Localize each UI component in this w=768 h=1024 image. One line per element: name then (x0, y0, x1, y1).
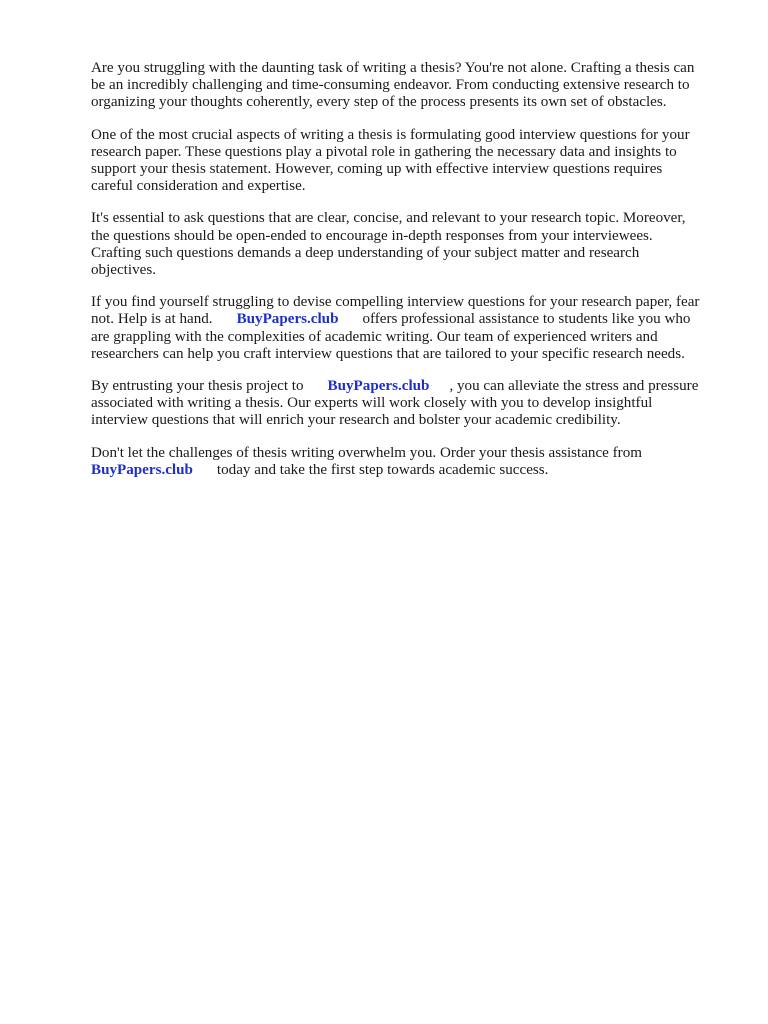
text-fragment: today and take the first step towards academic success. (216, 461, 549, 478)
paragraph-call-to-action (91, 445, 731, 479)
paragraph-interview-questions (91, 127, 731, 196)
text-line: be an incredibly challenging and time-consuming endeavor. From conducting extensive research to (91, 77, 690, 94)
buypapers-link[interactable]: BuyPapers.club (327, 378, 430, 395)
text-line: One of the most crucial aspects of writing a thesis is formulating good interview questions for your (91, 126, 690, 143)
text-line-with-link (91, 311, 731, 328)
text-fragment: offers professional assistance to students like you who (362, 311, 691, 328)
text-line: If you find yourself struggling to devise compelling interview questions for your research paper, fear (91, 294, 700, 311)
text-line: It's essential to ask questions that are clear, concise, and relevant to your research topic. Moreover, (91, 210, 686, 227)
buypapers-link[interactable]: BuyPapers.club (91, 461, 193, 478)
text-line: research paper. These questions play a pivotal role in gathering the necessary data and insights to (91, 143, 677, 160)
paragraph-help-offer (91, 294, 731, 363)
text-line: objectives. (91, 262, 156, 279)
paragraph-intro (91, 60, 731, 112)
text-line: associated with writing a thesis. Our experts will work closely with you to develop insightful (91, 395, 653, 412)
text-line: careful consideration and expertise. (91, 178, 306, 195)
text-line: Don't let the challenges of thesis writing overwhelm you. Order your thesis assistance from (91, 444, 642, 461)
text-line: organizing your thoughts coherently, every step of the process presents its own set of obstacles. (91, 94, 667, 111)
paragraph-entrusting (91, 378, 731, 430)
paragraph-clear-questions (91, 210, 731, 279)
text-line-with-link (91, 462, 731, 479)
text-line: support your thesis statement. However, coming up with effective interview questions requires (91, 161, 663, 178)
text-fragment: not. Help is at hand. (91, 311, 213, 328)
text-line: interview questions that will enrich your research and bolster your academic credibility. (91, 412, 621, 429)
text-fragment: , you can alleviate the stress and pressure (449, 378, 699, 395)
text-line: researchers can help you craft interview questions that are tailored to your specific research needs. (91, 345, 685, 362)
document-page (91, 60, 731, 494)
buypapers-link[interactable]: BuyPapers.club (236, 311, 339, 328)
text-fragment: By entrusting your thesis project to (91, 378, 304, 395)
text-line: the questions should be open-ended to encourage in-depth responses from your interviewees. (91, 227, 653, 244)
text-line-with-link (91, 378, 731, 395)
text-line: are grappling with the complexities of academic writing. Our team of experienced writers and (91, 328, 658, 345)
text-line: Crafting such questions demands a deep understanding of your subject matter and research (91, 244, 640, 261)
text-line: Are you struggling with the daunting task of writing a thesis? You're not alone. Crafting a thesis can (91, 60, 695, 76)
